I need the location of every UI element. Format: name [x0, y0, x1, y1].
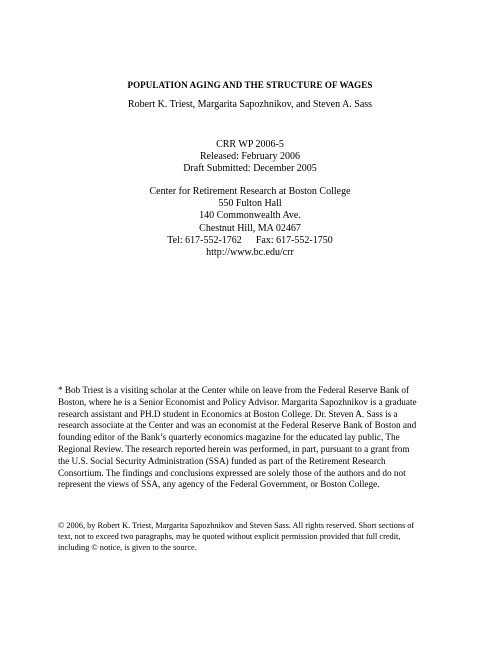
footnote-line: research associate at the Center and was an economist at the Federal Reserve Bank of Boston and — [58, 420, 417, 431]
footnote-line: Regional Review. The research reported herein was performed, in part, pursuant to a grant from — [58, 443, 410, 454]
footnote-line: Boston, where he is a Senior Economist and Policy Advisor. Margarita Sapozhnikov is a graduate — [58, 396, 417, 407]
draft-submitted-date: Draft Submitted: December 2005 — [183, 163, 317, 174]
copyright-line: text, not to exceed two paragraphs, may be quoted without explicit permission provided that full credit, — [58, 532, 401, 542]
footnote-line: Consortium. The findings and conclusions expressed are solely those of the authors and do not — [58, 467, 406, 478]
center-address-line-2: 140 Commonwealth Ave. — [199, 210, 301, 222]
center-address-line-1: 550 Fulton Hall — [218, 198, 282, 210]
paper-info-block — [0, 139, 500, 175]
center-address-block — [0, 186, 500, 259]
paper-number: CRR WP 2006-5 — [216, 139, 284, 150]
author-footnote — [58, 385, 450, 491]
center-fax: Fax: 617-552-1750 — [255, 234, 333, 246]
center-url-link[interactable]: http://www.bc.edu/crr — [206, 247, 294, 259]
copyright-line: © 2006, by Robert K. Triest, Margarita Sapozhnikov and Steven Sass. All rights reserved. Short sections of — [58, 521, 415, 530]
copyright-line: including © notice, is given to the source. — [58, 543, 197, 553]
paper-authors: Robert K. Triest, Margarita Sapozhnikov, and Steven A. Sass — [127, 99, 373, 110]
paper-title: POPULATION AGING AND THE STRUCTURE OF WAGES — [127, 80, 373, 90]
center-phone-line — [0, 235, 500, 247]
center-name: Center for Retirement Research at Boston College — [149, 186, 351, 197]
footnote-line: the U.S. Social Security Administration (SSA) funded as part of the Retirement Research — [58, 455, 386, 466]
release-date: Released: February 2006 — [200, 151, 300, 162]
copyright-notice — [58, 520, 450, 554]
footnote-line: research assistant and PH.D student in Economics at Boston College. Dr. Steven A. Sass is a — [58, 408, 398, 419]
center-telephone: Tel: 617-552-1762 — [167, 234, 242, 246]
footnote-line: * Bob Triest is a visiting scholar at the Center while on leave from the Federal Reserve Bank of — [58, 385, 410, 395]
footnote-line: founding editor of the Bank’s quarterly economics magazine for the educated lay public, The — [58, 432, 400, 443]
center-city: Chestnut Hill, MA 02467 — [199, 222, 301, 234]
footnote-line: represent the views of SSA, any agency of the Federal Government, or Boston College. — [58, 479, 380, 490]
